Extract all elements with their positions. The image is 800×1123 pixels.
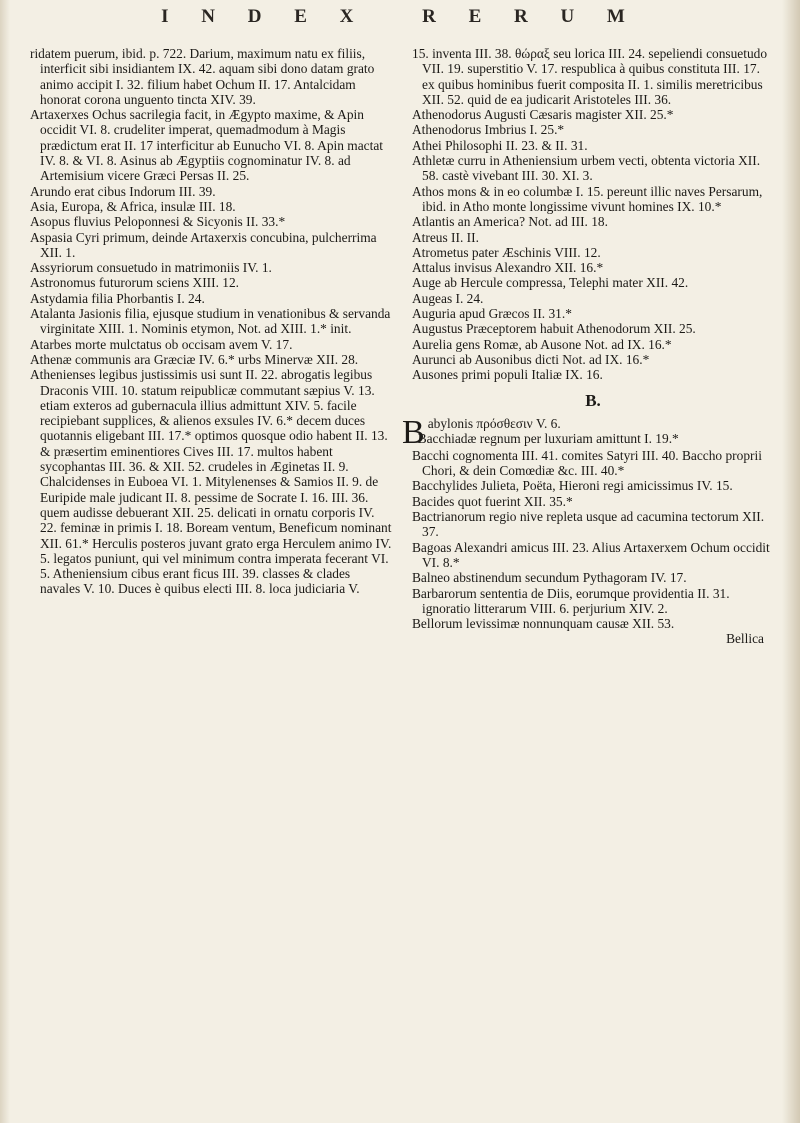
index-entry: Atalanta Jasionis filia, ejusque studium in venationibus & servanda virginitate XIII. 1. Nominis etymon, Not. ad XIII. 1.* init. xyxy=(30,306,391,337)
index-entry: Assyriorum consuetudo in matrimoniis IV. 1. xyxy=(30,260,272,276)
index-entry: Barbarorum sententia de Diis, eorumque providentia II. 31. ignoratio litterarum VIII. 6. perjurium XIV. 2. xyxy=(412,585,730,616)
index-entry: Auguria apud Græcos II. 31.* xyxy=(412,306,572,322)
index-entry: Atrometus pater Æschinis VIII. 12. xyxy=(412,244,601,260)
running-head-left: I N D E X xyxy=(161,6,368,27)
catchword: Bellica xyxy=(726,631,764,647)
index-entry-text: abylonis πρόσθεσιν V. 6. xyxy=(427,415,561,431)
index-entry: Bacchiadæ regnum per luxuriam amittunt I. 19.* xyxy=(417,431,679,447)
index-entry: Attalus invisus Alexandro XII. 16.* xyxy=(412,260,604,276)
index-entry: Bacchylides Julieta, Poëta, Hieroni regi amicissimus IV. 15. xyxy=(412,478,733,494)
index-entry: Astronomus futurorum sciens XIII. 12. xyxy=(30,275,240,291)
index-entry: Astydamia filia Phorbantis I. 24. xyxy=(30,290,205,306)
index-entry: Athos mons & in eo columbæ I. 15. pereunt illic naves Persarum, ibid. in Atho monte longissime vivunt homines IX. 10.* xyxy=(412,183,763,214)
index-entry: Balneo abstinendum secundum Pythagoram IV. 17. xyxy=(412,570,687,586)
index-entry: Bellorum levissimæ nonnunquam causæ XII. 53. xyxy=(412,616,675,632)
index-entry: Auge ab Hercule compressa, Telephi mater XII. 42. xyxy=(412,275,689,291)
page-right-shadow xyxy=(782,0,800,1123)
index-entry: Atlantis an America? Not. ad III. 18. xyxy=(412,214,608,230)
running-head xyxy=(0,6,800,28)
index-entry: Asopus fluvius Peloponnesi & Sicyonis II. 33.* xyxy=(30,214,286,230)
index-entry: Bacchi cognomenta III. 41. comites Satyri III. 40. Baccho proprii Chori, & dein Comœdiæ &c. III. 40.* xyxy=(412,447,762,479)
index-entry: Bagoas Alexandri amicus III. 23. Alius Artaxerxem Ochum occidit VI. 8.* xyxy=(412,539,770,570)
index-entry: Aurelia gens Romæ, ab Ausone Not. ad IX. 16.* xyxy=(412,336,672,352)
index-entry: Asia, Europa, & Africa, insulæ III. 18. xyxy=(30,198,236,214)
index-entry: Bacides quot fuerint XII. 35.* xyxy=(412,493,573,509)
running-head-right: R E R U M xyxy=(422,6,639,27)
index-entry: Athei Philosophi II. 23. & II. 31. xyxy=(412,137,588,153)
right-column xyxy=(402,46,774,647)
index-entry: Athenæ communis ara Græciæ IV. 6.* urbs Minervæ XII. 28. xyxy=(30,351,359,367)
index-entry: Athletæ curru in Atheniensium urbem vecti, obtenta victoria XII. 58. castè vivebant III. 30. XI. 3. xyxy=(412,153,761,184)
index-entry: Augustus Præceptorem habuit Athenodorum XII. 25. xyxy=(412,321,696,337)
index-entry: Athenodorus Augusti Cæsaris magister XII. 25.* xyxy=(412,107,674,123)
index-entry: Athenodorus Imbrius I. 25.* xyxy=(412,122,565,138)
drop-cap: B xyxy=(402,413,425,451)
index-entry: Artaxerxes Ochus sacrilegia facit, in Ægypto maxime, & Apin occidit VI. 8. crudeliter imperat, quemadmodum à Magis prædictum erat II. 17 interficitur ab Eunucho VI. 8. Apin mactat IV. 8. & VI. 8. Asinus ab Ægyptiis cognominatur IV. 8. ad Artemisium vicere Græci Persas II. 25. xyxy=(30,107,383,184)
index-entry: Arundo erat cibus Indorum III. 39. xyxy=(30,183,216,199)
index-entry: 15. inventa III. 38. θώραξ seu lorica III. 24. sepeliendi consuetudo VII. 19. superstitio V. 17. respublica à quibus constituta III. 17. ex quibus hominibus fuerit composita II. 1. similis meretricibus XII. 52. quid de ea judicarit Aristoteles III. 36. xyxy=(412,46,768,107)
index-entry: Aurunci ab Ausonibus dicti Not. ad IX. 16.* xyxy=(412,351,650,367)
index-entry: Athenienses legibus justissimis usi sunt II. 22. abrogatis legibus Draconis VIII. 10. statum reipublicæ commutant sæpius V. 13. etiam exteros ad gubernacula illius admittunt XIV. 5. facile recipiebant supplices, & alienos exsules IV. 6.* decem duces quotannis eligebant III. 17.* optimos quosque odio habent II. 13. & præsertim eminentiores Cives III. 17. multos habent sycophantas III. 36. & XII. 52. crudeles in Æginetas II. 9. Chalcidenses in Euboea VI. 1. Mitylenenses & Samios II. 9. de Euripide male judicant II. 8. pessime de Socrate I. 16. III. 36. quem audisse debuerant XII. 25. delicati in ornatu corporis IV. 22. feminæ in primis I. 18. Boream ventum, Beneficum nominant XII. 61.* Herculis posteros juvant grato erga Herculem animo IV. 5. legatos puniunt, qui vel minimum contra imperata fecerant VI. 5. Atheniensium cibus erant ficus III. 39. classes & clades navales V. 10. Duces è quibus electi III. 8. loca judiciaria V. xyxy=(30,367,392,597)
section-letter: B. xyxy=(585,390,601,410)
left-column xyxy=(30,46,392,597)
index-entry: Aspasia Cyri primum, deinde Artaxerxis concubina, pulcherrima XII. 1. xyxy=(30,229,377,260)
index-entry: Atarbes morte mulctatus ob occisam avem V. 17. xyxy=(30,336,293,352)
index-entry: Bactrianorum regio nive repleta usque ad cacumina tectorum XII. 37. xyxy=(412,509,765,540)
index-entry: ridatem puerum, ibid. p. 722. Darium, maximum natu ex filiis, interficit sibi insidiantem IX. 42. aquam sibi dono datam grato animo accipit I. 32. filium habet Ochum II. 17. Antalcidam honorat corona unguento tincta XIV. 39. xyxy=(30,46,375,107)
index-entry: Atreus II. II. xyxy=(412,229,479,245)
index-entry: Ausones primi populi Italiæ IX. 16. xyxy=(412,367,603,383)
page-left-shadow xyxy=(0,0,10,1123)
index-entry: Augeas I. 24. xyxy=(412,290,484,306)
